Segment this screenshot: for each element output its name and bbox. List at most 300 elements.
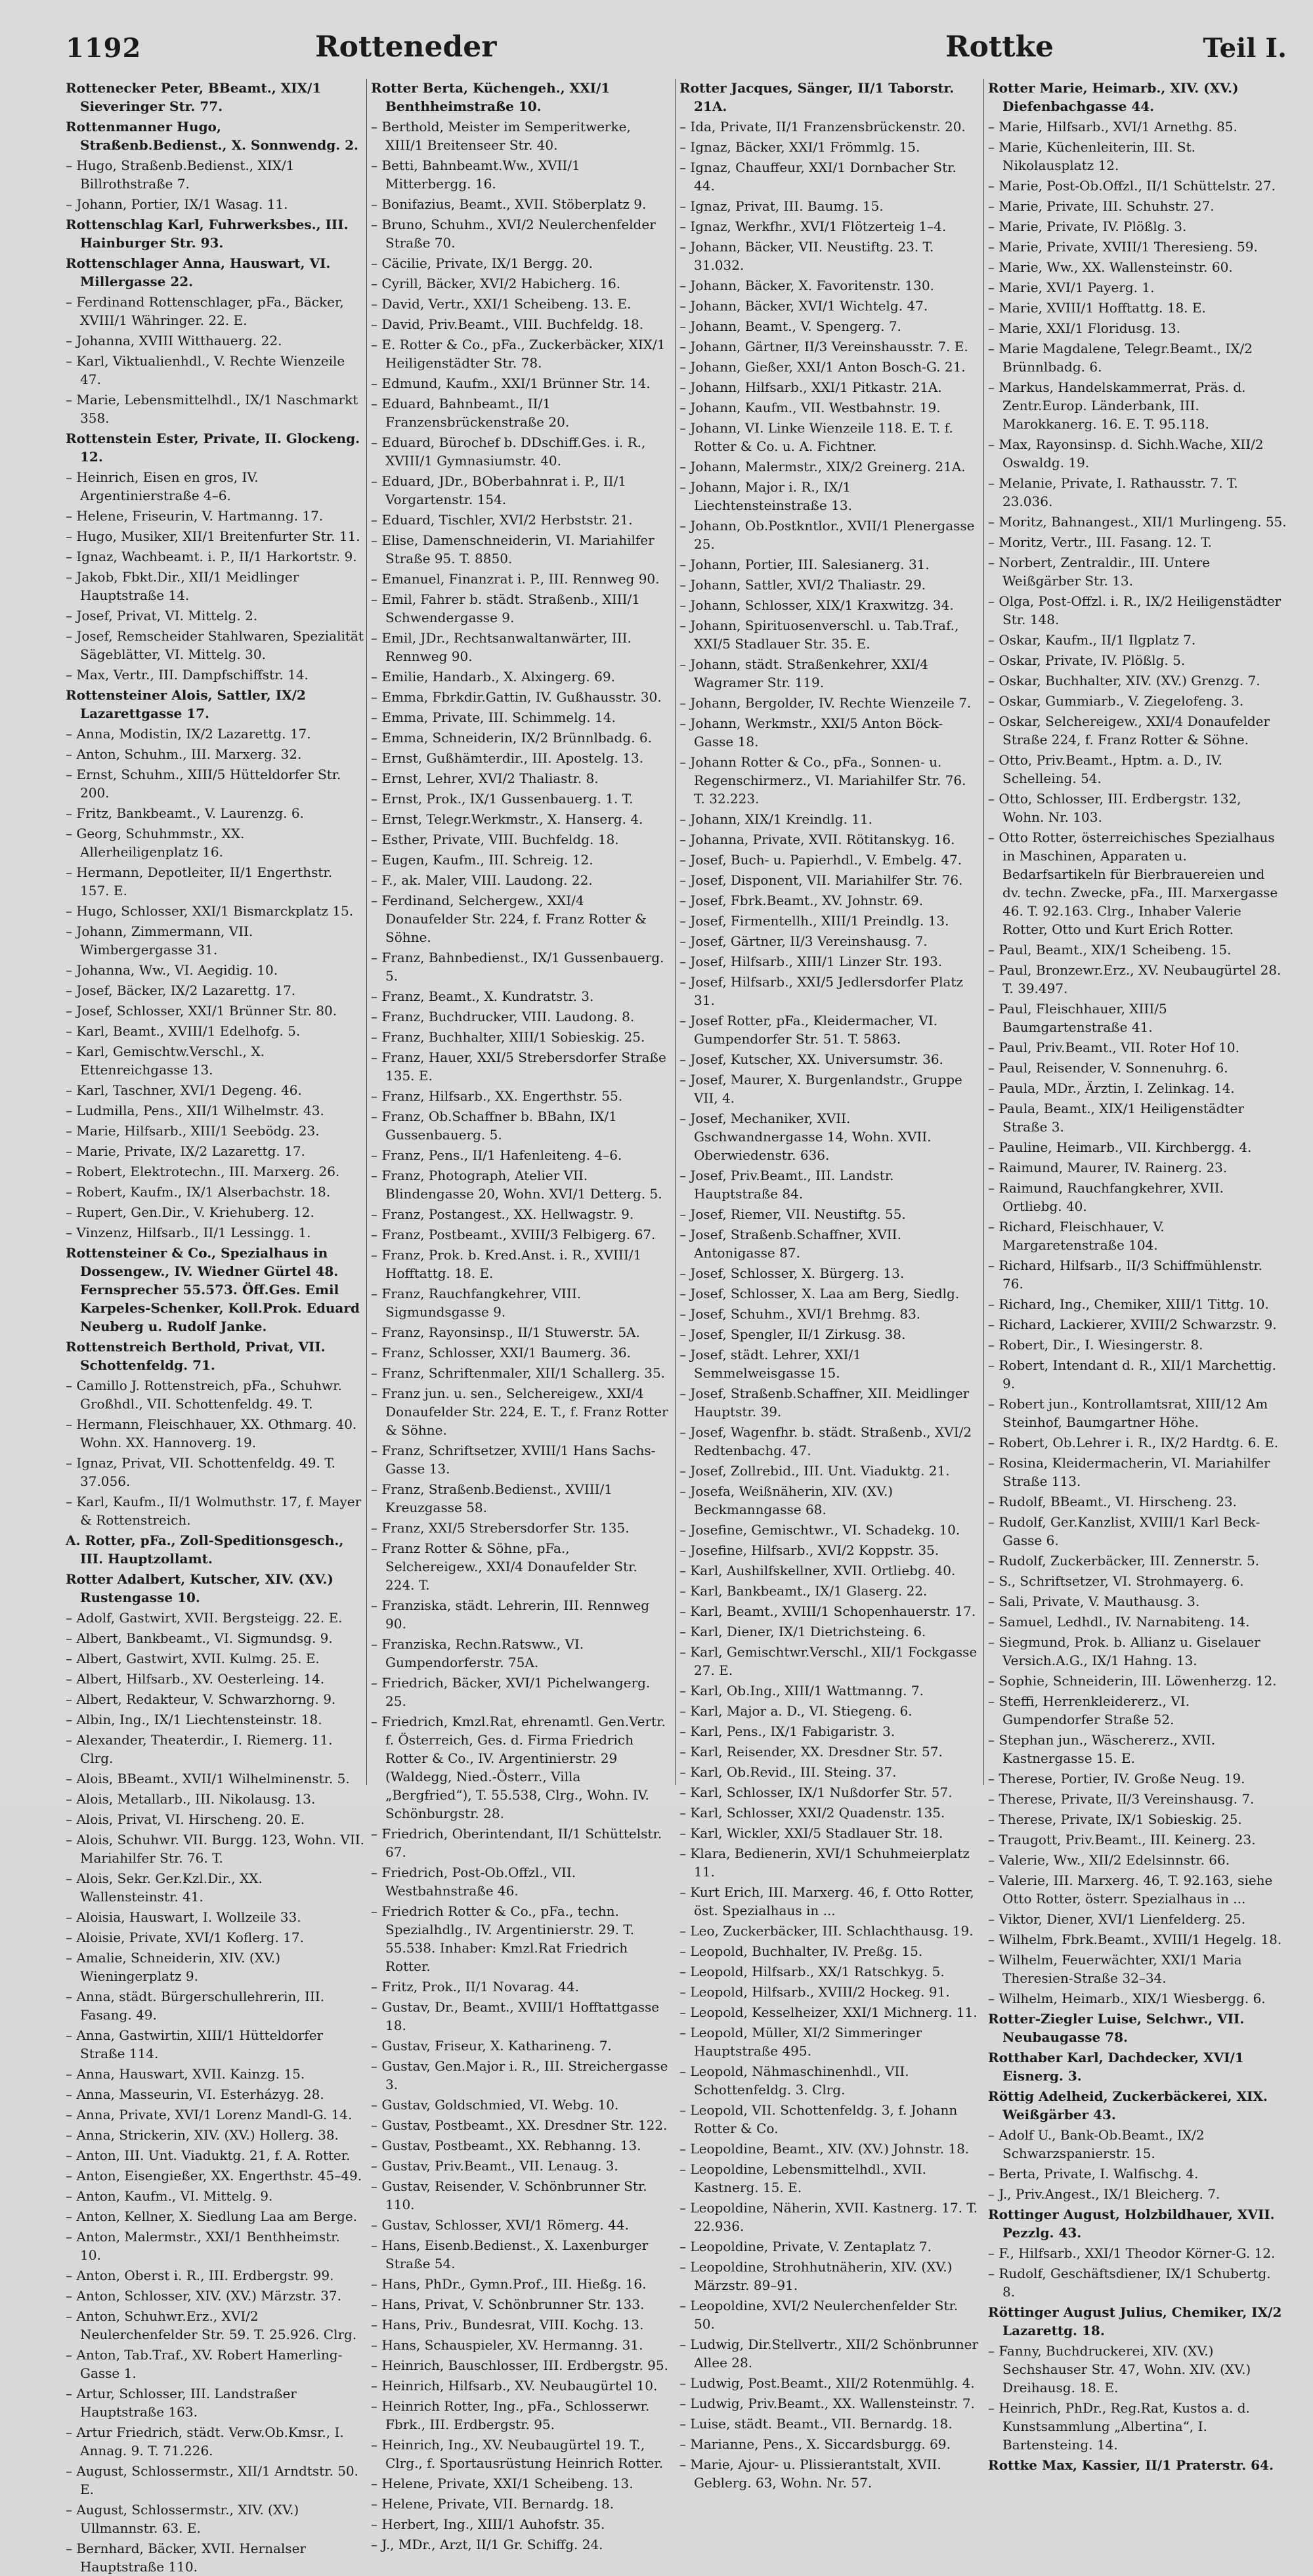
directory-entry: – Wilhelm, Fbrk.Beamt., XVIII/1 Hegelg. 18. [988, 1932, 1282, 1947]
directory-entry: – Max, Vertr., III. Dampfschiffstr. 14. [66, 667, 309, 683]
directory-entry: – Markus, Handelskammerrat, Präs. d. Zentr.Europ. Länderbank, III. Marokkanerg. 16. E. T. 95.118. [988, 379, 1246, 432]
directory-entry: – J., Priv.Angest., IX/1 Bleicherg. 7. [988, 2186, 1220, 2202]
directory-entry: – Friedrich, Bäcker, XVI/1 Pichelwangerg. 25. [371, 1675, 651, 1709]
directory-entry: – Josef, Schlosser, X. Bürgerg. 13. [679, 1265, 905, 1281]
directory-entry-heading: Rotter Jacques, Sänger, II/1 Taborstr. 21A. [679, 80, 955, 114]
directory-entry: – Ferdinand Rottenschlager, pFa., Bäcker, XVIII/1 Währinger. 22. E. [66, 294, 344, 328]
directory-entry: – Marie, Küchenleiterin, III. St. Nikolausplatz 12. [988, 139, 1196, 173]
directory-entry: – Albin, Ing., IX/1 Liechtensteinstr. 18. [66, 1712, 322, 1727]
directory-entry: – Aloisia, Hauswart, I. Wollzeile 33. [66, 1909, 301, 1925]
directory-entry: – Marie, Private, III. Schuhstr. 27. [988, 198, 1215, 214]
directory-entry: – Ferdinand, Selchergew., XXI/4 Donaufelder Str. 224, f. Franz Rotter & Söhne. [371, 893, 647, 945]
directory-entry: – Bruno, Schuhm., XVI/2 Neulerchenfelder Straße 70. [371, 217, 656, 251]
directory-entry: – Karl, Viktualienhdl., V. Rechte Wienzeile 47. [66, 353, 345, 387]
directory-entry: – Marie, Private, XVIII/1 Theresieng. 59. [988, 239, 1258, 255]
directory-entry: – Franziska, Rechn.Ratsww., VI. Gumpendorferstr. 75A. [371, 1636, 584, 1670]
directory-entry: – Ida, Private, II/1 Franzensbrückenstr. 20. [679, 119, 966, 135]
directory-entry: – Ignaz, Privat, VII. Schottenfeldg. 49. T. 37.056. [66, 1455, 335, 1489]
directory-entry: – Rupert, Gen.Dir., V. Kriehuberg. 12. [66, 1204, 314, 1220]
directory-entry: – Albert, Gastwirt, XVII. Kulmg. 25. E. [66, 1651, 320, 1666]
directory-entry: – Johann, städt. Straßenkehrer, XXI/4 Wagramer Str. 119. [679, 656, 928, 690]
directory-entry: – Hans, PhDr., Gymn.Prof., III. Hießg. 16. [371, 2276, 647, 2292]
directory-entry: – Wilhelm, Feuerwächter, XXI/1 Maria Theresien-Straße 32–34. [988, 1952, 1242, 1986]
directory-entry-heading: Rotter Marie, Heimarb., XIV. (XV.) Diefenbachgasse 44. [988, 80, 1239, 114]
directory-entry: – Rudolf, Geschäftsdiener, IX/1 Schubertg. 8. [988, 2266, 1271, 2300]
directory-entry: – Alois, Schuhwr. VII. Burgg. 123, Wohn. VII. Mariahilfer Str. 76. T. [66, 1832, 364, 1866]
directory-entry: – Aloisie, Private, XVI/1 Koflerg. 17. [66, 1930, 304, 1945]
directory-entry: – Bernhard, Bäcker, XVII. Hernalser Hauptstraße 110. [66, 2541, 306, 2575]
directory-entry: – Josef, Hilfsarb., XIII/1 Linzer Str. 193. [679, 954, 943, 969]
directory-entry: – Johann Rotter & Co., pFa., Sonnen- u. Regenschirmerz., VI. Mariahilfer Str. 76. T. 32.223. [679, 754, 966, 807]
directory-entry: – Gustav, Dr., Beamt., XVIII/1 Hofftattgasse 18. [371, 1999, 660, 2033]
directory-entry: – Raimund, Rauchfangkehrer, XVII. Ortliebg. 40. [988, 1180, 1224, 1214]
directory-entry: – Eugen, Kaufm., III. Schreig. 12. [371, 852, 593, 868]
directory-entry: – Ernst, Gußhämterdir., III. Apostelg. 13. [371, 750, 644, 766]
directory-entry: – Berta, Private, I. Walfischg. 4. [988, 2166, 1199, 2182]
directory-entry: – Marie, Hilfsarb., XVI/1 Arnethg. 85. [988, 119, 1238, 135]
directory-entry: – Karl, Ob.Revid., III. Steing. 37. [679, 1764, 897, 1780]
directory-entry: – Karl, Taschner, XVI/1 Degeng. 46. [66, 1082, 302, 1098]
directory-entry: – Hermann, Fleischhauer, XX. Othmarg. 40. Wohn. XX. Hannoverg. 19. [66, 1416, 357, 1450]
directory-entry: – Otto Rotter, österreichisches Spezialhaus in Maschinen, Apparaten u. Bedarfsartikeln für Bierbrauereien und dv. techn. Zwecke, pFa., III. Marxergasse 46. T. 92.163. Clrg., Inhaber Valerie Rotter, Otto und Kurt Erich Rotter. [988, 830, 1278, 937]
directory-entry: – Marianne, Pens., X. Siccardsburgg. 69. [679, 2436, 951, 2452]
directory-entry: – Gustav, Goldschmied, VI. Webg. 10. [371, 2097, 619, 2113]
column-2 [371, 79, 670, 2552]
directory-entry: – Oskar, Selchereigew., XXI/4 Donaufelder Straße 224, f. Franz Rotter & Söhne. [988, 713, 1270, 748]
directory-entry: – S., Schriftsetzer, VI. Strohmayerg. 6. [988, 1573, 1244, 1589]
directory-entry: – Josef, Remscheider Stahlwaren, Spezialität Sägeblätter, VI. Mittelg. 30. [66, 628, 364, 662]
directory-entry: – Karl, Bankbeamt., IX/1 Glaserg. 22. [679, 1583, 928, 1599]
directory-entry: – Josefine, Hilfsarb., XVI/2 Koppstr. 35. [679, 1542, 939, 1558]
directory-entry: – Richard, Ing., Chemiker, XIII/1 Tittg. 10. [988, 1296, 1269, 1312]
directory-entry: – Josef, Wagenfhr. b. städt. Straßenb., XVI/2 Redtenbachg. 47. [679, 1424, 972, 1458]
directory-entry: – Rudolf, Zuckerbäcker, III. Zennerstr. 5. [988, 1553, 1260, 1569]
directory-entry: – Franz, Straßenb.Bedienst., XVIII/1 Kreuzgasse 58. [371, 1481, 613, 1515]
directory-entry: – Helene, Private, XXI/1 Scheibeng. 13. [371, 2476, 634, 2491]
directory-entry: – Leopold, Buchhalter, IV. Preßg. 15. [679, 1943, 923, 1959]
directory-entry: – Leopold, Hilfsarb., XVIII/2 Hockeg. 91. [679, 1984, 950, 2000]
directory-entry: – Artur, Schlosser, III. Landstraßer Hauptstraße 163. [66, 2386, 297, 2420]
directory-entry: – Anton, Malermstr., XXI/1 Benthheimstr. 10. [66, 2229, 340, 2263]
directory-entry: – Franz, Postbeamt., XVIII/3 Felbigerg. 67. [371, 1227, 656, 1242]
directory-entry: – Edmund, Kaufm., XXI/1 Brünner Str. 14. [371, 375, 651, 391]
directory-entry: – Josef, Straßenb.Schaffner, XVII. Antonigasse 87. [679, 1227, 901, 1261]
directory-entry: – Leopold, Müller, XI/2 Simmeringer Hauptstraße 495. [679, 2025, 922, 2059]
directory-entry: – Cyrill, Bäcker, XVI/2 Habicherg. 16. [371, 276, 621, 291]
directory-entry: – Johann, Zimmermann, VII. Wimbergergasse 31. [66, 923, 253, 958]
directory-entry-heading: Rotter-Ziegler Luise, Selchwr., VII. Neubaugasse 78. [988, 2011, 1245, 2045]
directory-entry: – Johann, Major i. R., IX/1 Liechtensteinstraße 13. [679, 479, 852, 513]
directory-entry-heading: Rottenstreich Berthold, Privat, VII. Schottenfeldg. 71. [66, 1339, 326, 1373]
directory-entry: – Franz, Postangest., XX. Hellwagstr. 9. [371, 1206, 634, 1222]
directory-entry: – Franz, Schlosser, XXI/1 Baumerg. 36. [371, 1345, 631, 1361]
directory-entry: – Hugo, Straßenb.Bedienst., XIX/1 Billrothstraße 7. [66, 158, 295, 192]
directory-entry: – Johann, Werkmstr., XXI/5 Anton Böck-Gasse 18. [679, 715, 943, 750]
directory-entry: – Johann, Gießer, XXI/1 Anton Bosch-G. 21. [679, 359, 966, 375]
directory-entry: – Johann, Schlosser, XIX/1 Kraxwitzg. 34. [679, 597, 954, 613]
directory-entry: – Johann, Bergolder, IV. Rechte Wienzeile 7. [679, 695, 972, 711]
directory-entry: – Marie, Post-Ob.Offzl., II/1 Schüttelstr. 27. [988, 178, 1276, 194]
directory-entry: – Oskar, Buchhalter, XIV. (XV.) Grenzg. 7. [988, 673, 1260, 688]
directory-entry: – Albert, Redakteur, V. Schwarzhorng. 9. [66, 1691, 336, 1707]
directory-entry: – Anna, Gastwirtin, XIII/1 Hütteldorfer Straße 114. [66, 2027, 324, 2061]
directory-entry: – Leopold, Kesselheizer, XXI/1 Michnerg. 11. [679, 2004, 978, 2020]
directory-entry: – Karl, Beamt., XVIII/1 Edelhofg. 5. [66, 1023, 301, 1039]
directory-entry: – Josef, Disponent, VII. Mariahilfer Str. 76. [679, 872, 963, 888]
directory-entry: – Johann, Portier, IX/1 Wasag. 11. [66, 196, 288, 212]
directory-entry: – Franz, Schriftenmaler, XII/1 Schallerg. 35. [371, 1365, 666, 1381]
directory-entry: – Richard, Lackierer, XVIII/2 Schwarzstr. 9. [988, 1317, 1277, 1332]
directory-entry: – Emma, Schneiderin, IX/2 Brünnlbadg. 6. [371, 730, 652, 746]
directory-entry: – Therese, Private, IX/1 Sobieskig. 25. [988, 1811, 1242, 1827]
directory-entry: – Franziska, städt. Lehrerin, III. Rennweg 90. [371, 1597, 650, 1632]
directory-entry: – Emil, Fahrer b. städt. Straßenb., XIII/1 Schwendergasse 9. [371, 591, 640, 625]
directory-entry: – Johann, Kaufm., VII. Westbahnstr. 19. [679, 400, 941, 415]
directory-entry: – Robert, Ob.Lehrer i. R., IX/2 Hardtg. 6. E. [988, 1435, 1279, 1450]
directory-entry: – Moritz, Bahnangest., XII/1 Murlingeng. 55. [988, 514, 1287, 530]
directory-entry: – Marie, Ww., XX. Wallensteinstr. 60. [988, 259, 1233, 275]
column-3 [679, 79, 979, 2491]
directory-entry: – Ernst, Lehrer, XVI/2 Thaliastr. 8. [371, 771, 599, 786]
directory-entry: – Therese, Private, II/3 Vereinshausg. 7. [988, 1791, 1255, 1807]
directory-entry: – Karl, Aushilfskellner, XVII. Ortliebg. 40. [679, 1563, 956, 1578]
directory-entry: – Anna, Modistin, IX/2 Lazarettg. 17. [66, 726, 311, 742]
directory-entry: – Ludwig, Post.Beamt., XII/2 Rotenmühlg. 4. [679, 2375, 975, 2391]
directory-entry: – Johann, Bäcker, VII. Neustiftg. 23. T. 31.032. [679, 239, 934, 273]
directory-entry: – Fanny, Buchdruckerei, XIV. (XV.) Sechshauser Str. 47, Wohn. XIV. (XV.) Dreihausg. 18. E. [988, 2343, 1251, 2396]
directory-entry: – Heinrich Rotter, Ing., pFa., Schlosserwr. Fbrk., III. Erdbergstr. 95. [371, 2398, 650, 2432]
directory-entry: – Johanna, XVIII Witthauerg. 22. [66, 333, 282, 348]
directory-entry: – Leopold, Nähmaschinenhdl., VII. Schottenfeldg. 3. Clrg. [679, 2063, 909, 2098]
directory-entry: – Leopoldine, Lebensmittelhdl., XVII. Kastnerg. 15. E. [679, 2161, 926, 2195]
directory-entry: – Karl, Reisender, XX. Dresdner Str. 57. [679, 1744, 943, 1760]
directory-entry: – Adolf U., Bank-Ob.Beamt., IX/2 Schwarzspanierstr. 15. [988, 2127, 1205, 2161]
directory-entry: – Franz, Prok. b. Kred.Anst. i. R., XVIII/1 Hofftattg. 18. E. [371, 1247, 642, 1281]
directory-entry: – Karl, Gemischtw.Verschl., X. Ettenreichgasse 13. [66, 1044, 265, 1078]
directory-entry: – Josef, Spengler, II/1 Zirkusg. 38. [679, 1326, 906, 1342]
directory-entry: – Josef, Fbrk.Beamt., XV. Johnstr. 69. [679, 893, 924, 908]
directory-entry: – Sophie, Schneiderin, III. Löwenherzg. 12. [988, 1673, 1277, 1689]
directory-entry: – Hans, Eisenb.Bedienst., X. Laxenburger Straße 54. [371, 2237, 649, 2271]
page-number: 1192 [66, 33, 142, 64]
directory-entry: – Hermann, Depotleiter, II/1 Engerthstr. 157. E. [66, 864, 333, 898]
directory-entry: – Johann, Beamt., V. Spengerg. 7. [679, 318, 901, 334]
directory-entry: – Josef, Schlosser, XXI/1 Brünner Str. 80. [66, 1003, 337, 1019]
directory-entry: – Karl, Beamt., XVIII/1 Schopenhauerstr. 17. [679, 1603, 976, 1619]
directory-entry: – Hans, Schauspieler, XV. Hermanng. 31. [371, 2337, 643, 2353]
directory-entry: – Karl, Ob.Ing., XIII/1 Wattmanng. 7. [679, 1683, 924, 1699]
directory-entry: – Pauline, Heimarb., VII. Kirchbergg. 4. [988, 1139, 1252, 1155]
directory-entry: – Franz, Hilfsarb., XX. Engerthstr. 55. [371, 1088, 623, 1104]
directory-entry: – Eduard, Bürochef b. DDschiff.Ges. i. R., XVIII/1 Gymnasiumstr. 40. [371, 434, 646, 469]
directory-entry: – Jakob, Fbkt.Dir., XII/1 Meidlinger Hauptstraße 14. [66, 569, 299, 603]
directory-entry: – Gustav, Reisender, V. Schönbrunner Str. 110. [371, 2178, 647, 2212]
directory-entry: – Helene, Private, VII. Bernardg. 18. [371, 2496, 614, 2512]
directory-entry: – Franz, Photograph, Atelier VII. Blindengasse 20, Wohn. XVI/1 Detterg. 5. [371, 1168, 662, 1202]
directory-entry: – Paul, Bronzewr.Erz., XV. Neubaugürtel 28. T. 39.497. [988, 962, 1281, 996]
directory-entry: – Anton, III. Unt. Viaduktg. 21, f. A. Rotter. [66, 2147, 351, 2163]
directory-entry: – Gustav, Friseur, X. Katharineng. 7. [371, 2038, 612, 2054]
directory-entry: – Franz, Beamt., X. Kundratstr. 3. [371, 988, 594, 1004]
directory-entry: – Steffi, Herrenkleidererz., VI. Gumpendorfer Straße 52. [988, 1693, 1190, 1727]
directory-entry: – Anton, Kellner, X. Siedlung Laa am Berge. [66, 2208, 358, 2224]
directory-entry: – Olga, Post-Offzl. i. R., IX/2 Heiligenstädter Str. 148. [988, 593, 1281, 627]
directory-entry: – Berthold, Meister im Semperitwerke, XIII/1 Breitenseer Str. 40. [371, 119, 631, 153]
directory-entry: – Karl, Gemischtwr.Verschl., XII/1 Fockgasse 27. E. [679, 1644, 978, 1678]
directory-entry: – Oskar, Gummiarb., V. Ziegelofeng. 3. [988, 693, 1244, 709]
directory-entry: – Adolf, Gastwirt, XVII. Bergsteigg. 22. E. [66, 1610, 343, 1626]
directory-entry: – Johanna, Private, XVII. Rötitanskyg. 16. [679, 832, 955, 847]
directory-entry: – F., Hilfsarb., XXI/1 Theodor Körner-G. 12. [988, 2245, 1276, 2261]
directory-entry: – Eduard, Bahnbeamt., II/1 Franzensbrückenstraße 20. [371, 396, 570, 430]
directory-entry: – Marie, Lebensmittelhdl., IX/1 Naschmarkt 358. [66, 392, 358, 426]
directory-entry: – Emil, JDr., Rechtsanwaltanwärter, III. Rennweg 90. [371, 630, 632, 664]
directory-entry: – David, Vertr., XXI/1 Scheibeng. 13. E. [371, 296, 632, 312]
directory-entry: – Oskar, Kaufm., II/1 Ilgplatz 7. [988, 632, 1196, 648]
directory-entry: – Camillo J. Rottenstreich, pFa., Schuhwr. Großhdl., VII. Schottenfeldg. 49. T. [66, 1378, 342, 1412]
directory-entry: – Otto, Priv.Beamt., Hptm. a. D., IV. Schelleing. 54. [988, 752, 1223, 786]
directory-entry-heading: Rottensteiner & Co., Spezialhaus in Dossengew., IV. Wiedner Gürtel 48. Fernsprecher 55.573. Öff.Ges. Emil Karpeles-Schenker, Koll.Prok. Eduard Neuberg u. Rudolf Janke. [66, 1245, 360, 1334]
directory-entry: – Anna, Hauswart, XVII. Kainzg. 15. [66, 2066, 305, 2082]
directory-entry-heading: Rottenstein Ester, Private, II. Glockeng. 12. [66, 431, 360, 465]
page-header [66, 26, 1287, 79]
directory-entry: – Leopoldine, Private, V. Zentaplatz 7. [679, 2239, 932, 2254]
directory-entry-heading: Rottensteiner Alois, Sattler, IX/2 Lazarettgasse 17. [66, 687, 306, 721]
directory-entry: – Paul, Priv.Beamt., VII. Roter Hof 10. [988, 1040, 1239, 1055]
directory-entry: – Heinrich, Eisen en gros, IV. Argentinierstraße 4–6. [66, 469, 259, 503]
directory-entry: – Robert, Kaufm., IX/1 Alserbachstr. 18. [66, 1184, 331, 1200]
directory-entry: – Robert jun., Kontrollamtsrat, XIII/12 Am Steinhof, Baumgartner Höhe. [988, 1396, 1268, 1430]
directory-entry: – Friedrich, Kmzl.Rat, ehrenamtl. Gen.Vertr. f. Österreich, Ges. d. Firma Friedrich Rotter & Co., IV. Argentinierstr. 29 (Waldegg, Nied.-Österr., Villa „Bergfried“), T. 55.538, Clrg., Wohn. IV. Schönburgstr. 28. [371, 1714, 666, 1821]
directory-entry: – Anton, Schuhm., III. Marxerg. 32. [66, 746, 302, 762]
directory-entry: – Friedrich Rotter & Co., pFa., techn. Spezialhdlg., IV. Argentinierstr. 29. T. 55.538. Inhaber: Kmzl.Rat Friedrich Rotter. [371, 1903, 635, 1974]
directory-entry: – Franz Rotter & Söhne, pFa., Selchereigew., XXI/4 Donaufelder Str. 224. T. [371, 1540, 637, 1593]
column-4 [988, 79, 1287, 2473]
directory-entry: – Stephan jun., Wäschererz., XVII. Kastnergasse 15. E. [988, 1732, 1216, 1766]
directory-entry: – Leopoldine, Beamt., XIV. (XV.) Johnstr. 18. [679, 2141, 970, 2157]
directory-entry: – Richard, Fleischhauer, V. Margaretenstraße 104. [988, 1219, 1165, 1253]
directory-entry: – Franz, Rayonsinsp., II/1 Stuwerstr. 5A. [371, 1324, 640, 1340]
directory-entry: – Leopoldine, Näherin, XVII. Kastnerg. 17. T. 22.936. [679, 2200, 978, 2234]
directory-entry: – Franz, Bahnbedienst., IX/1 Gussenbauerg. 5. [371, 950, 664, 984]
directory-entry: – Heinrich, Bauschlosser, III. Erdbergstr. 95. [371, 2357, 668, 2373]
directory-entry: – Leopoldine, Strohhutnäherin, XIV. (XV.) Märzstr. 89–91. [679, 2259, 953, 2293]
directory-entry: – Josef, städt. Lehrer, XXI/1 Semmelweisgasse 15. [679, 1347, 862, 1381]
directory-entry: – Franz, Pens., II/1 Hafenleiteng. 4–6. [371, 1147, 622, 1163]
directory-entry: – Josef, Hilfsarb., XXI/5 Jedlersdorfer Platz 31. [679, 974, 964, 1008]
directory-entry: – Friedrich, Oberintendant, II/1 Schüttelstr. 67. [371, 1826, 662, 1860]
directory-entry: – Max, Rayonsinsp. d. Sichh.Wache, XII/2 Oswaldg. 19. [988, 436, 1264, 471]
directory-entry: – Ernst, Schuhm., XIII/5 Hütteldorfer Str. 200. [66, 767, 341, 801]
directory-entry: – Anton, Eisengießer, XX. Engerthstr. 45–49. [66, 2168, 362, 2184]
directory-entry: – Robert, Dir., I. Wiesingerstr. 8. [988, 1337, 1203, 1353]
directory-entry: – Marie, Private, IX/2 Lazarettg. 17. [66, 1143, 305, 1159]
directory-entry: – Ignaz, Privat, III. Baumg. 15. [679, 198, 884, 214]
directory-entry: – Sali, Private, V. Mauthausg. 3. [988, 1594, 1200, 1609]
directory-entry: – Leopoldine, XVI/2 Neulerchenfelder Str. 50. [679, 2298, 958, 2332]
directory-entry: – Anton, Oberst i. R., III. Erdbergstr. 99. [66, 2268, 334, 2283]
directory-entry: – J., MDr., Arzt, II/1 Gr. Schiffg. 24. [371, 2537, 603, 2552]
directory-entry: – Samuel, Ledhdl., IV. Narnabiteng. 14. [988, 1614, 1250, 1630]
directory-entry: – Karl, Wickler, XXI/5 Stadlauer Str. 18. [679, 1825, 943, 1841]
directory-entry: – Alois, Metallarb., III. Nikolausg. 13. [66, 1791, 316, 1807]
directory-entry-heading: Rottenmanner Hugo, Straßenb.Bedienst., X. Sonnwendg. 2. [66, 119, 359, 153]
directory-entry: – Josef, Mechaniker, XVII. Gschwandnergasse 14, Wohn. XVII. Oberwiedenstr. 636. [679, 1110, 932, 1163]
directory-entry: – Hugo, Musiker, XII/1 Breitenfurter Str. 11. [66, 528, 360, 544]
directory-entry-heading: Rotthaber Karl, Dachdecker, XVI/1 Eisnerg. 3. [988, 2050, 1244, 2084]
directory-entry: – Karl, Kaufm., II/1 Wolmuthstr. 17, f. Mayer & Rottenstreich. [66, 1494, 362, 1528]
directory-entry: – Kurt Erich, III. Marxerg. 46, f. Otto Rotter, öst. Spezialhaus in ... [679, 1884, 974, 1918]
directory-entry: – David, Priv.Beamt., VIII. Buchfeldg. 18. [371, 316, 644, 332]
directory-entry: – Amalie, Schneiderin, XIV. (XV.) Wieningerplatz 9. [66, 1950, 281, 1984]
directory-entry: – Josef, Schlosser, X. Laa am Berg, Siedlg. [679, 1286, 960, 1301]
directory-entry: – Robert, Intendant d. R., XII/1 Marchettig. 9. [988, 1357, 1276, 1391]
directory-entry: – Franz, XXI/5 Strebersdorfer Str. 135. [371, 1520, 630, 1536]
directory-entry: – Gustav, Gen.Major i. R., III. Streichergasse 3. [371, 2058, 668, 2092]
directory-entry: – Johann, Hilfsarb., XXI/1 Pitkastr. 21A. [679, 379, 942, 395]
directory-entry: – Franz jun. u. sen., Selchereigew., XXI/4 Donaufelder Str. 224, E. T., f. Franz Rotter & Söhne. [371, 1385, 668, 1438]
directory-entry-heading: Rottenecker Peter, BBeamt., XIX/1 Sieveringer Str. 77. [66, 80, 322, 114]
directory-entry: – Luise, städt. Beamt., VII. Bernardg. 18. [679, 2416, 953, 2432]
directory-entry: – Eduard, Tischler, XVI/2 Herbststr. 21. [371, 512, 633, 528]
directory-entry: – Gustav, Postbeamt., XX. Dresdner Str. 122. [371, 2117, 668, 2133]
directory-entry: – Franz, Hauer, XXI/5 Strebersdorfer Straße 135. E. [371, 1049, 666, 1084]
directory-entry: – Josef, Zollrebid., III. Unt. Viaduktg. 21. [679, 1463, 950, 1479]
directory-entry: – Johann, VI. Linke Wienzeile 118. E. T. f. Rotter & Co. u. A. Fichtner. [679, 420, 953, 454]
directory-entry: – Emanuel, Finanzrat i. P., III. Rennweg 90. [371, 571, 660, 587]
directory-entry: – Herbert, Ing., XIII/1 Auhofstr. 35. [371, 2516, 605, 2532]
directory-entry: – Hugo, Schlosser, XXI/1 Bismarckplatz 15. [66, 903, 354, 919]
directory-entry: – Leo, Zuckerbäcker, III. Schlachthausg. 19. [679, 1923, 974, 1939]
directory-entry: – Cäcilie, Private, IX/1 Bergg. 20. [371, 255, 593, 271]
directory-entry: – Ignaz, Wachbeamt. i. P., II/1 Harkortstr. 9. [66, 549, 357, 564]
directory-columns [66, 79, 1300, 2575]
directory-entry: – Ludwig, Dir.Stellvertr., XII/2 Schönbrunner Allee 28. [679, 2336, 979, 2371]
directory-entry: – Valerie, Ww., XII/2 Edelsinnstr. 66. [988, 1852, 1230, 1868]
directory-entry: – Gustav, Schlosser, XVI/1 Römerg. 44. [371, 2217, 629, 2233]
directory-entry: – Anna, städt. Bürgerschullehrerin, III. Fasang. 49. [66, 1989, 325, 2023]
directory-entry: – Johann, Bäcker, X. Favoritenstr. 130. [679, 278, 934, 293]
directory-entry: – Johanna, Ww., VI. Aegidig. 10. [66, 962, 278, 978]
directory-entry-heading: Rotter Adalbert, Kutscher, XIV. (XV.) Rustengasse 10. [66, 1571, 334, 1605]
directory-entry: – Johann, Portier, III. Salesianerg. 31. [679, 557, 930, 572]
directory-entry: – Friedrich, Post-Ob.Offzl., VII. Westbahnstraße 46. [371, 1865, 576, 1899]
directory-entry: – Josefine, Gemischtwr., VI. Schadekg. 10. [679, 1522, 960, 1538]
directory-entry: – Karl, Diener, IX/1 Dietrichsteing. 6. [679, 1624, 926, 1639]
directory-entry-heading: Rottinger August, Holzbildhauer, XVII. Pezzlg. 43. [988, 2206, 1275, 2241]
directory-entry: – Georg, Schuhmmstr., XX. Allerheiligenplatz 16. [66, 826, 245, 860]
directory-entry: – Raimund, Maurer, IV. Rainerg. 23. [988, 1160, 1228, 1175]
directory-entry: – Anton, Tab.Traf., XV. Robert Hamerling-Gasse 1. [66, 2347, 343, 2381]
directory-entry: – Albert, Hilfsarb., XV. Oesterleing. 14. [66, 1671, 325, 1687]
directory-entry: – Leopold, VII. Schottenfeldg. 3, f. Johann Rotter & Co. [679, 2102, 958, 2136]
directory-entry-heading: Rottke Max, Kassier, II/1 Praterstr. 64. [988, 2457, 1274, 2473]
directory-entry: – Paula, Beamt., XIX/1 Heiligenstädter Straße 3. [988, 1101, 1244, 1135]
directory-entry: – Josef, Kutscher, XX. Universumstr. 36. [679, 1051, 943, 1067]
directory-entry: – E. Rotter & Co., pFa., Zuckerbäcker, XIX/1 Heiligenstädter Str. 78. [371, 337, 666, 371]
directory-entry: – Rosina, Kleidermacherin, VI. Mariahilfer Straße 113. [988, 1455, 1270, 1489]
directory-entry-heading: A. Rotter, pFa., Zoll-Speditionsgesch., III. Hauptzollamt. [66, 1532, 344, 1567]
directory-entry: – Johann, Sattler, XVI/2 Thaliastr. 29. [679, 577, 926, 593]
directory-entry: – Paul, Fleischhauer, XIII/5 Baumgartenstraße 41. [988, 1001, 1167, 1035]
directory-entry-heading: Rotter Berta, Küchengeh., XXI/1 Benthheimstraße 10. [371, 80, 611, 114]
directory-entry: – Melanie, Private, I. Rathausstr. 7. T. 23.036. [988, 475, 1238, 509]
directory-entry: – Oskar, Private, IV. Plößlg. 5. [988, 652, 1186, 668]
directory-entry: – Norbert, Zentraldir., III. Untere Weißgärber Str. 13. [988, 555, 1210, 589]
directory-entry: – Ignaz, Chauffeur, XXI/1 Dornbacher Str. 44. [679, 159, 957, 194]
directory-entry: – Esther, Private, VIII. Buchfeldg. 18. [371, 832, 619, 847]
directory-entry: – Artur Friedrich, städt. Verw.Ob.Kmsr., I. Annag. 9. T. 71.226. [66, 2424, 344, 2459]
directory-entry: – Emma, Private, III. Schimmelg. 14. [371, 709, 616, 725]
directory-entry: – Karl, Major a. D., VI. Stiegeng. 6. [679, 1703, 913, 1719]
directory-entry-heading: Röttig Adelheid, Zuckerbäckerei, XIX. Weißgärber 43. [988, 2088, 1268, 2122]
directory-entry: – Josef, Priv.Beamt., III. Landstr. Hauptstraße 84. [679, 1168, 894, 1202]
directory-entry: – Johann, XIX/1 Kreindlg. 11. [679, 811, 873, 827]
directory-entry: – Anna, Strickerin, XIV. (XV.) Hollerg. 38. [66, 2127, 339, 2143]
directory-entry: – Josef, Privat, VI. Mittelg. 2. [66, 608, 258, 623]
directory-entry: – Karl, Pens., IX/1 Fabigaristr. 3. [679, 1723, 895, 1739]
directory-entry: – Josef, Gärtner, II/3 Vereinshausg. 7. [679, 933, 928, 949]
directory-entry-heading: Rottenschlag Karl, Fuhrwerksbes., III. Hainburger Str. 93. [66, 217, 349, 251]
directory-entry: – Franz, Buchhalter, XIII/1 Sobieskig. 25. [371, 1029, 645, 1045]
column-divider [675, 79, 676, 1785]
directory-entry: – Ludmilla, Pens., XII/1 Wilhelmstr. 43. [66, 1103, 324, 1118]
directory-entry: – Franz, Buchdrucker, VIII. Laudong. 8. [371, 1009, 635, 1024]
directory-entry: – Ernst, Prok., IX/1 Gussenbauerg. 1. T. [371, 791, 634, 807]
directory-entry: – Elise, Damenschneiderin, VI. Mariahilfer Straße 95. T. 8850. [371, 532, 655, 566]
directory-entry: – Marie, XVI/1 Payerg. 1. [988, 280, 1155, 295]
directory-entry: – Marie, Private, IV. Plößlg. 3. [988, 219, 1187, 234]
directory-entry: – Traugott, Priv.Beamt., III. Keinerg. 23. [988, 1832, 1256, 1848]
directory-entry: – Franz, Ob.Schaffner b. BBahn, IX/1 Gussenbauerg. 5. [371, 1109, 617, 1143]
directory-entry: – Vinzenz, Hilfsarb., II/1 Lessingg. 1. [66, 1225, 311, 1240]
directory-entry: – Rudolf, Ger.Kanzlist, XVIII/1 Karl Beck-Gasse 6. [988, 1514, 1260, 1548]
directory-entry: – Marie, XVIII/1 Hofftattg. 18. E. [988, 300, 1206, 316]
directory-entry: – Hans, Priv., Bundesrat, VIII. Kochg. 13. [371, 2317, 644, 2333]
directory-entry: – Fritz, Bankbeamt., V. Laurenzg. 6. [66, 805, 304, 821]
directory-entry: – Emma, Fbrkdir.Gattin, IV. Gußhausstr. 30. [371, 689, 662, 705]
column-1 [66, 79, 364, 2575]
directory-entry: – Viktor, Diener, XVI/1 Lienfelderg. 25. [988, 1911, 1246, 1927]
directory-entry: – F., ak. Maler, VIII. Laudong. 22. [371, 872, 593, 888]
directory-entry: – Eduard, JDr., BOberbahnrat i. P., II/1 Vorgartenstr. 154. [371, 473, 627, 507]
directory-entry: – Heinrich, Hilfsarb., XV. Neubaugürtel 10. [371, 2378, 658, 2394]
directory-entry: – Ignaz, Bäcker, XXI/1 Frömmlg. 15. [679, 139, 920, 155]
directory-entry: – Josef, Schuhm., XVI/1 Brehmg. 83. [679, 1306, 921, 1322]
directory-entry: – Karl, Schlosser, XXI/2 Quadenstr. 135. [679, 1805, 945, 1821]
directory-entry: – Anton, Kaufm., VI. Mittelg. 9. [66, 2188, 273, 2204]
directory-entry: – Josef, Straßenb.Schaffner, XII. Meidlinger Hauptstr. 39. [679, 1385, 970, 1420]
directory-entry: – Karl, Schlosser, IX/1 Nußdorfer Str. 57. [679, 1784, 953, 1800]
directory-entry: – Marie Magdalene, Telegr.Beamt., IX/2 Brünnlbadg. 6. [988, 341, 1253, 375]
directory-entry: – Paul, Beamt., XIX/1 Scheibeng. 15. [988, 942, 1232, 958]
directory-entry: – Rudolf, BBeamt., VI. Hirscheng. 23. [988, 1494, 1238, 1510]
directory-entry: – Leopold, Hilfsarb., XX/1 Ratschkyg. 5. [679, 1964, 945, 1979]
directory-entry: – Fritz, Prok., II/1 Novarag. 44. [371, 1979, 579, 1995]
directory-entry: – Marie, XXI/1 Floridusg. 13. [988, 320, 1181, 336]
directory-entry: – Klara, Bedienerin, XVI/1 Schuhmeierplatz 11. [679, 1846, 970, 1880]
directory-entry: – Albert, Bankbeamt., VI. Sigmundsg. 9. [66, 1630, 333, 1646]
directory-entry: – Gustav, Postbeamt., XX. Rebhanng. 13. [371, 2138, 641, 2153]
part-label: Teil I. [1203, 33, 1287, 64]
directory-entry: – Siegmund, Prok. b. Allianz u. Giselauer Versich.A.G., IX/1 Hahng. 13. [988, 1634, 1260, 1668]
directory-entry: – Heinrich, Ing., XV. Neubaugürtel 19. T., Clrg., f. Sportausrüstung Heinrich Rotter. [371, 2437, 664, 2471]
directory-entry: – Franz, Rauchfangkehrer, VIII. Sigmundsgasse 9. [371, 1286, 582, 1320]
directory-entry: – Robert, Elektrotechn., III. Marxerg. 26. [66, 1164, 340, 1179]
directory-entry: – Anton, Schlosser, XIV. (XV.) Märzstr. 37. [66, 2288, 342, 2304]
directory-entry: – Paul, Reisender, V. Sonnenuhrg. 6. [988, 1060, 1228, 1076]
directory-entry: – Gustav, Priv.Beamt., VII. Lenaug. 3. [371, 2158, 618, 2174]
